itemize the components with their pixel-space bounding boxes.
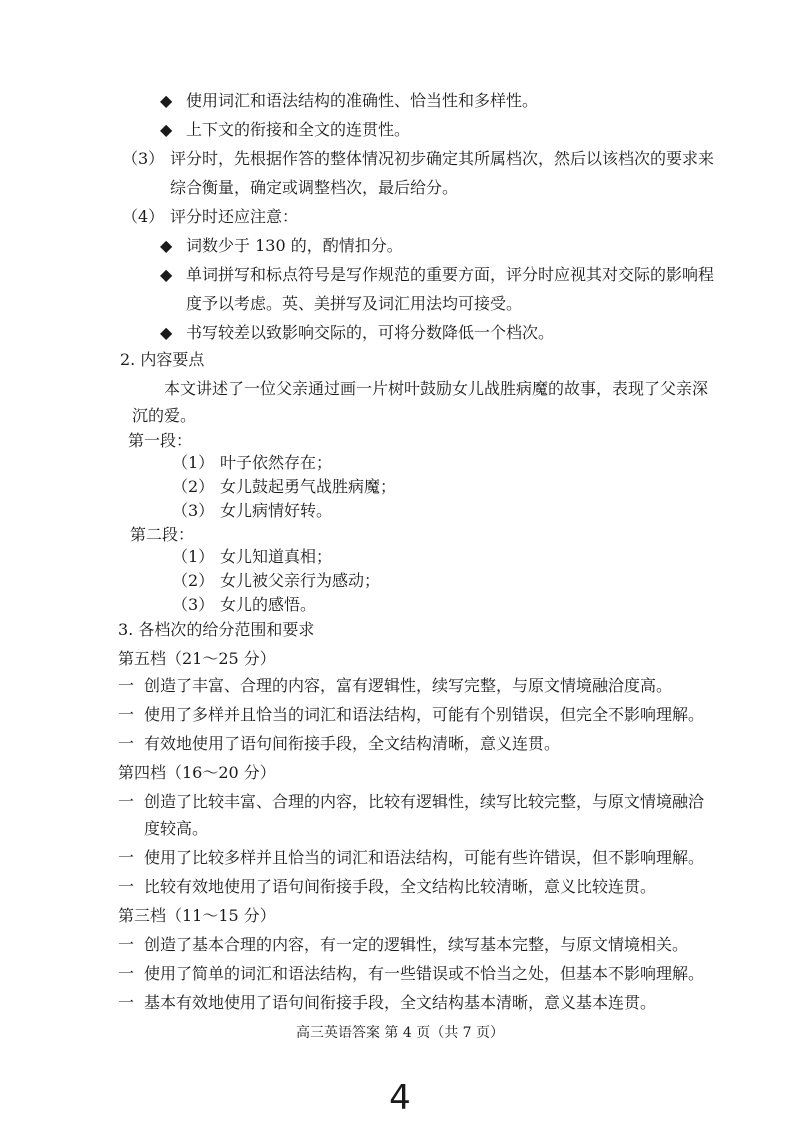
list-item: （1） 叶子依然存在；: [172, 453, 333, 472]
rule-paragraph-3: （3） 评分时，先根据作答的整体情况初步确定其所属档次，然后以该档次的要求来: [122, 149, 715, 168]
dash-bullet-icon: 一: [118, 705, 135, 724]
dash-bullet-icon: 一: [118, 964, 135, 983]
rule-text: 使用词汇和语法结构的准确性、恰当性和多样性。: [186, 91, 539, 110]
paragraph-number: （3）: [122, 149, 165, 168]
grade-item: 一 有效地使用了语句间衔接手段，全文结构清晰，意义连贯。: [118, 734, 561, 753]
dash-bullet-icon: 一: [118, 676, 135, 695]
list-item: （2） 女儿鼓起勇气战胜病魔；: [172, 477, 397, 496]
note-item: ◆ 词数少于 130 的，酌情扣分。: [160, 236, 403, 255]
page-footer: 高三英语答案 第 4 页（共 7 页）: [295, 1025, 505, 1041]
dash-bullet-icon: 一: [118, 935, 135, 954]
note-item: ◆ 单词拼写和标点符号是写作规范的重要方面，评分时应视其对交际的影响程: [160, 265, 715, 284]
rule-paragraph-3-cont: 综合衡量，确定或调整档次，最后给分。: [170, 178, 459, 197]
grade-title: 第四档（16～20 分）: [118, 763, 276, 782]
diamond-bullet-icon: ◆: [160, 265, 173, 284]
grade-item: 一 使用了比较多样并且恰当的词汇和语法结构，可能有些许错误，但不影响理解。: [118, 848, 705, 867]
grade-item: 一 使用了多样并且恰当的词汇和语法结构，可能有个别错误，但完全不影响理解。: [118, 705, 705, 724]
list-item: （1） 女儿知道真相；: [172, 547, 333, 566]
paragraph-number: （4）: [122, 207, 165, 226]
note-item-cont: 度予以考虑。英、美拼写及词汇用法均可接受。: [186, 294, 523, 313]
diamond-bullet-icon: ◆: [160, 120, 173, 139]
grade-item: 一 使用了简单的词汇和语法结构，有一些错误或不恰当之处，但基本不影响理解。: [118, 964, 705, 983]
grade-item-cont: 度较高。: [144, 819, 209, 838]
dash-bullet-icon: 一: [118, 848, 135, 867]
grade-item: 一 基本有效地使用了语句间衔接手段，全文结构基本清晰，意义基本连贯。: [118, 993, 657, 1012]
page-number: 4: [389, 1078, 411, 1118]
list-item: （3） 女儿的感悟。: [172, 595, 317, 614]
section-heading: 2. 内容要点: [120, 350, 205, 369]
list-item: （2） 女儿被父亲行为感动；: [172, 571, 381, 590]
rule-paragraph-4: （4） 评分时还应注意：: [122, 207, 299, 226]
grade-item: 一 比较有效地使用了语句间衔接手段，全文结构比较清晰，意义比较连贯。: [118, 877, 657, 896]
content-intro-cont: 沉的爱。: [132, 406, 197, 425]
diamond-bullet-icon: ◆: [160, 91, 173, 110]
grade-item: 一 创造了比较丰富、合理的内容，比较有逻辑性，续写比较完整，与原文情境融洽: [118, 792, 705, 811]
grade-item: 一 创造了基本合理的内容，有一定的逻辑性，续写基本完整，与原文情境相关。: [118, 935, 689, 954]
dash-bullet-icon: 一: [118, 792, 135, 811]
dash-bullet-icon: 一: [118, 734, 135, 753]
rule-text: 上下文的衔接和全文的连贯性。: [186, 120, 411, 139]
rule-item: [160, 119, 410, 141]
paragraph-label: 第二段：: [130, 525, 195, 544]
rule-item: [160, 90, 538, 112]
grade-item: 一 创造了丰富、合理的内容，富有逻辑性，续写完整，与原文情境融洽度高。: [118, 676, 673, 695]
diamond-bullet-icon: ◆: [160, 236, 173, 255]
note-item: ◆ 书写较差以致影响交际的，可将分数降低一个档次。: [160, 323, 555, 342]
paragraph-label: 第一段：: [128, 431, 193, 450]
section-heading: 3. 各档次的给分范围和要求: [118, 620, 315, 639]
dash-bullet-icon: 一: [118, 877, 135, 896]
content-intro: 本文讲述了一位父亲通过画一片树叶鼓励女儿战胜病魔的故事，表现了父亲深: [164, 379, 709, 398]
dash-bullet-icon: 一: [118, 993, 135, 1012]
diamond-bullet-icon: ◆: [160, 323, 173, 342]
list-item: （3） 女儿病情好转。: [172, 501, 333, 520]
grade-title: 第五档（21～25 分）: [118, 649, 276, 668]
grade-title: 第三档（11～15 分）: [118, 906, 276, 925]
